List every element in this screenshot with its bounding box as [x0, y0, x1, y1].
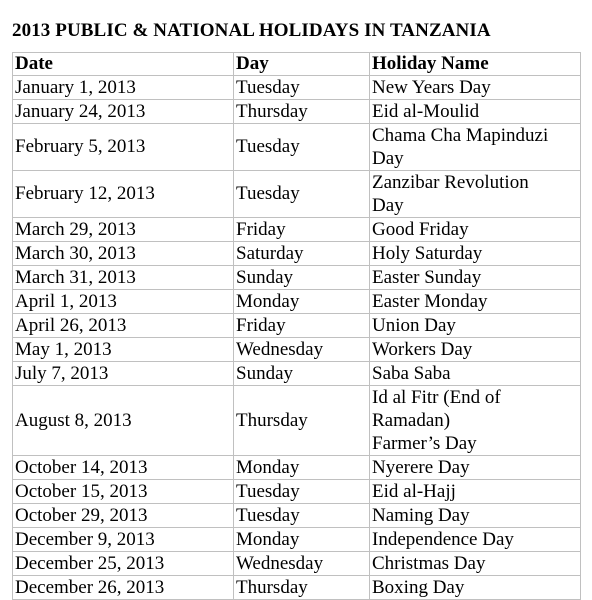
- holiday-name-line: Workers Day: [372, 339, 473, 360]
- holiday-name-line: Zanzibar Revolution: [372, 172, 529, 193]
- holiday-name-line: Ramadan): [372, 410, 451, 431]
- holiday-name-line: Day: [372, 195, 404, 216]
- day-cell: Tuesday: [234, 480, 370, 504]
- date-cell: May 1, 2013: [13, 338, 234, 362]
- holiday-name-cell: [370, 480, 581, 504]
- holiday-name-cell: [370, 314, 581, 338]
- table-row: [13, 100, 581, 124]
- day-cell: Monday: [234, 290, 370, 314]
- date-cell: October 14, 2013: [13, 456, 234, 480]
- table-row: [13, 242, 581, 266]
- date-cell: January 1, 2013: [13, 76, 234, 100]
- holiday-name-cell: [370, 218, 581, 242]
- date-cell: October 29, 2013: [13, 504, 234, 528]
- day-cell: Tuesday: [234, 124, 370, 171]
- day-cell: Tuesday: [234, 504, 370, 528]
- column-header-holiday-name: Holiday Name: [370, 53, 581, 76]
- holiday-name-line: Easter Sunday: [372, 267, 482, 288]
- day-cell: Tuesday: [234, 76, 370, 100]
- holiday-name-line: Chama Cha Mapinduzi: [372, 125, 549, 146]
- date-cell: February 5, 2013: [13, 124, 234, 171]
- holiday-name-line: Christmas Day: [372, 553, 486, 574]
- holiday-name-cell: [370, 290, 581, 314]
- date-cell: April 1, 2013: [13, 290, 234, 314]
- day-cell: Wednesday: [234, 338, 370, 362]
- day-cell: Wednesday: [234, 552, 370, 576]
- date-cell: October 15, 2013: [13, 480, 234, 504]
- holiday-name-cell: [370, 576, 581, 600]
- holiday-name-cell: [370, 242, 581, 266]
- day-cell: Sunday: [234, 266, 370, 290]
- holiday-name-cell: [370, 362, 581, 386]
- table-row: [13, 290, 581, 314]
- date-cell: March 31, 2013: [13, 266, 234, 290]
- holiday-name-cell: [370, 552, 581, 576]
- holiday-name-line: Easter Monday: [372, 291, 488, 312]
- table-row: [13, 456, 581, 480]
- table-row: [13, 576, 581, 600]
- column-header-day: Day: [234, 53, 370, 76]
- date-cell: August 8, 2013: [13, 386, 234, 456]
- table-header-row: [13, 53, 581, 76]
- holiday-name-line: Independence Day: [372, 529, 514, 550]
- holiday-name-line: New Years Day: [372, 77, 491, 98]
- day-cell: Monday: [234, 528, 370, 552]
- table-row: [13, 171, 581, 218]
- holidays-table: [12, 52, 581, 600]
- day-cell: Saturday: [234, 242, 370, 266]
- table-row: [13, 362, 581, 386]
- holiday-name-cell: [370, 386, 581, 456]
- day-cell: Tuesday: [234, 171, 370, 218]
- table-row: [13, 124, 581, 171]
- holiday-name-cell: [370, 456, 581, 480]
- holiday-name-cell: [370, 504, 581, 528]
- day-cell: Monday: [234, 456, 370, 480]
- table-row: [13, 76, 581, 100]
- day-cell: Friday: [234, 314, 370, 338]
- table-row: [13, 552, 581, 576]
- date-cell: July 7, 2013: [13, 362, 234, 386]
- holiday-name-cell: [370, 338, 581, 362]
- holiday-name-line: Day: [372, 148, 404, 169]
- holiday-name-cell: [370, 76, 581, 100]
- column-header-date: Date: [13, 53, 234, 76]
- holiday-name-cell: [370, 528, 581, 552]
- table-row: [13, 504, 581, 528]
- holiday-name-line: Nyerere Day: [372, 457, 470, 478]
- holiday-name-line: Good Friday: [372, 219, 469, 240]
- day-cell: Thursday: [234, 576, 370, 600]
- table-row: [13, 528, 581, 552]
- date-cell: December 25, 2013: [13, 552, 234, 576]
- date-cell: February 12, 2013: [13, 171, 234, 218]
- table-row: [13, 218, 581, 242]
- holiday-name-line: Holy Saturday: [372, 243, 483, 264]
- holiday-name-cell: [370, 266, 581, 290]
- date-cell: January 24, 2013: [13, 100, 234, 124]
- table-body: [13, 76, 581, 600]
- holiday-name-line: Union Day: [372, 315, 456, 336]
- table-row: [13, 338, 581, 362]
- holiday-name-line: Farmer’s Day: [372, 433, 477, 454]
- holiday-name-cell: [370, 171, 581, 218]
- table-row: [13, 480, 581, 504]
- date-cell: December 26, 2013: [13, 576, 234, 600]
- table-row: [13, 386, 581, 456]
- day-cell: Thursday: [234, 100, 370, 124]
- table-row: [13, 314, 581, 338]
- holiday-name-line: Eid al-Moulid: [372, 101, 480, 122]
- holiday-name-line: Naming Day: [372, 505, 470, 526]
- date-cell: December 9, 2013: [13, 528, 234, 552]
- date-cell: March 30, 2013: [13, 242, 234, 266]
- holiday-name-cell: [370, 124, 581, 171]
- date-cell: March 29, 2013: [13, 218, 234, 242]
- holiday-name-line: Eid al-Hajj: [372, 481, 456, 502]
- holiday-name-line: Boxing Day: [372, 577, 465, 598]
- date-cell: April 26, 2013: [13, 314, 234, 338]
- holiday-name-line: Id al Fitr (End of: [372, 387, 501, 408]
- day-cell: Thursday: [234, 386, 370, 456]
- day-cell: Sunday: [234, 362, 370, 386]
- holiday-name-line: Saba Saba: [372, 363, 451, 384]
- page-title: 2013 PUBLIC & NATIONAL HOLIDAYS IN TANZANIA: [12, 20, 491, 41]
- table-row: [13, 266, 581, 290]
- holiday-name-cell: [370, 100, 581, 124]
- day-cell: Friday: [234, 218, 370, 242]
